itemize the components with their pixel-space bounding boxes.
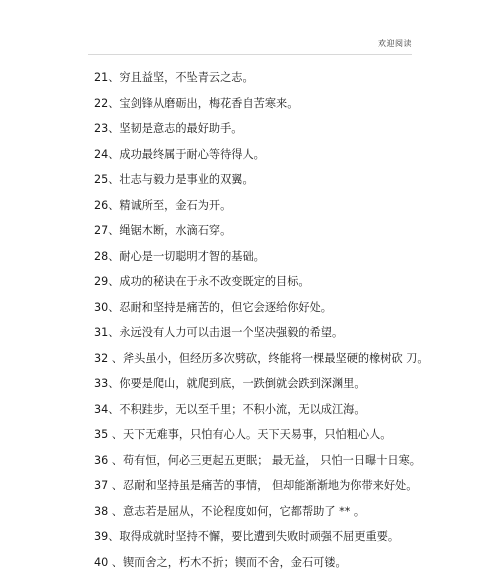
quote-item: 21、穷且益坚，不坠青云之志。: [94, 70, 494, 96]
quote-item: 30、忍耐和坚持是痛苦的，但它会逐给你好处。: [94, 300, 494, 326]
quote-item: 37 、忍耐和坚持虽是痛苦的事情， 但却能渐渐地为你带来好处。: [94, 478, 494, 504]
quote-item: 36 、苟有恒，何必三更起五更眠； 最无益， 只怕一日曝十日寒。: [94, 453, 494, 479]
quote-item: 40 、锲而舍之，朽木不折；锲而不舍，金石可镂。: [94, 555, 494, 580]
quote-item: 23、坚韧是意志的最好助手。: [94, 121, 494, 147]
quote-item: 28、耐心是一切聪明才智的基础。: [94, 249, 494, 275]
quote-item: 22、宝剑锋从磨砺出，梅花香自苦寒来。: [94, 96, 494, 122]
quote-item: 38 、意志若是屈从，不论程度如何，它都帮助了 ** 。: [94, 504, 494, 530]
header-rule: [88, 54, 412, 55]
quote-item: 31、永远没有人力可以击退一个坚决强毅的希望。: [94, 325, 494, 351]
quote-item: 27、绳锯木断，水滴石穿。: [94, 223, 494, 249]
quote-item: 39、取得成就时坚持不懈，要比遭到失败时顽强不屈更重要。: [94, 529, 494, 555]
quote-item: 25、壮志与毅力是事业的双翼。: [94, 172, 494, 198]
quote-item: 33、你要是爬山，就爬到底，一跌倒就会跌到深渊里。: [94, 376, 494, 402]
quote-item: 32 、斧头虽小，但经历多次劈砍，终能将一棵最坚硬的橡树砍 刀。: [94, 351, 494, 377]
quote-item: 29、成功的秘诀在于永不改变既定的目标。: [94, 274, 494, 300]
quote-item: 24、成功最终属于耐心等待得人。: [94, 147, 494, 173]
page-header: 欢迎阅读: [378, 38, 412, 49]
quote-item: 35 、天下无难事，只怕有心人。天下天易事，只怕粗心人。: [94, 427, 494, 453]
quote-item: 34、不积跬步，无以至千里；不积小流，无以成江海。: [94, 402, 494, 428]
quote-list: [94, 70, 494, 580]
quote-item: 26、精诚所至，金石为开。: [94, 198, 494, 224]
